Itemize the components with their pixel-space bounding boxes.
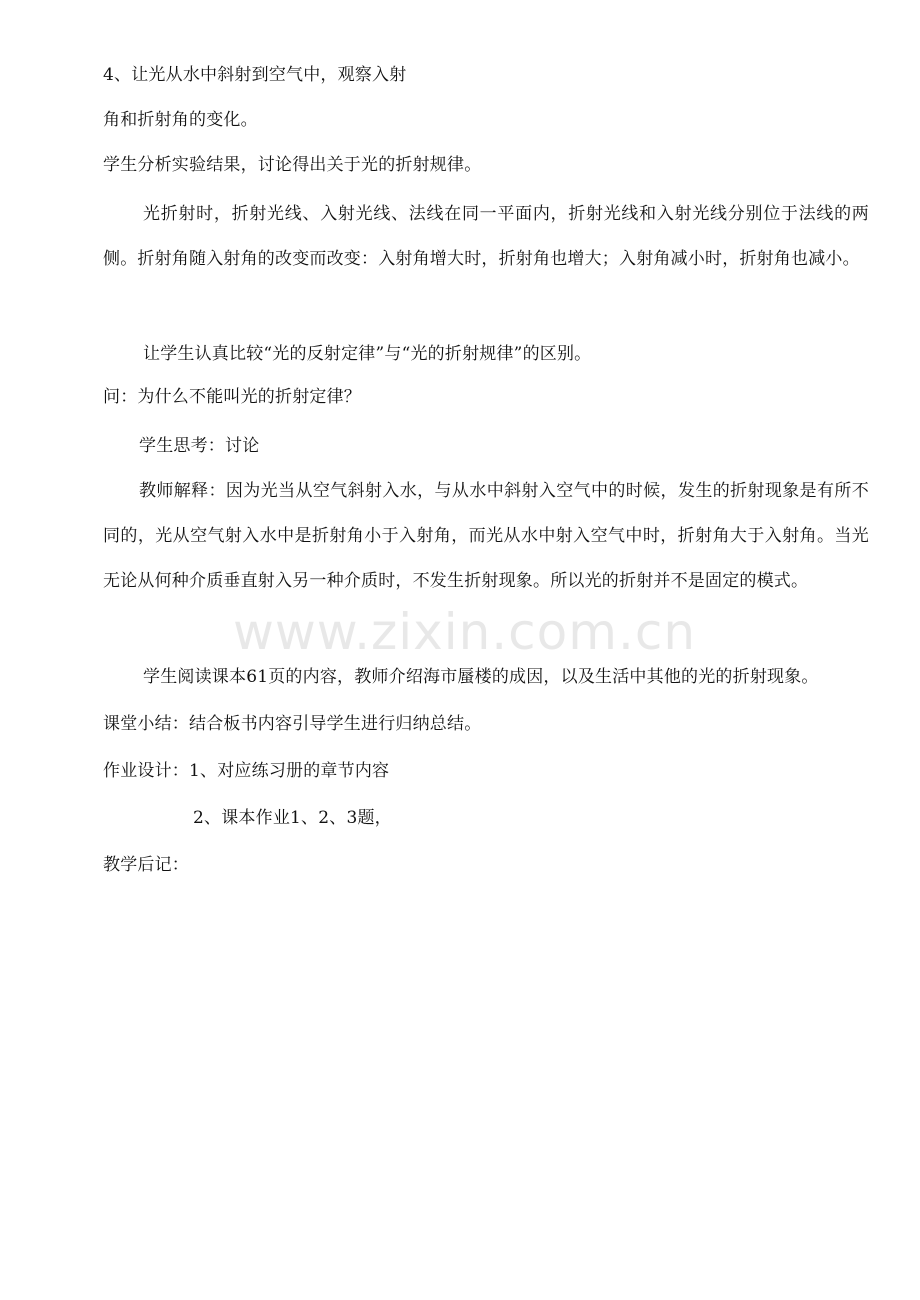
reading-line: 学生阅读课本61页的内容，教师介绍海市蜃楼的成因，以及生活中其他的光的折射现象。 [143,667,819,687]
step4-line: 4、让光从水中斜射到空气中，观察入射 [103,65,407,85]
step4-continuation: 角和折射角的变化。 [103,110,258,130]
homework-line-1: 作业设计：1、对应练习册的章节内容 [103,761,390,781]
summary-line: 课堂小结：结合板书内容引导学生进行归纳总结。 [103,714,482,734]
students-analyze-line: 学生分析实验结果，讨论得出关于光的折射规律。 [103,155,482,175]
student-think-line: 学生思考：讨论 [139,436,260,456]
teacher-explain-paragraph: 教师解释：因为光当从空气斜射入水，与从水中斜射入空气中的时候，发生的折射现象是有所不同的，光从空气射入水中是折射角小于入射角，而光从水中射入空气中时，折射角大于入射角。当光无论从何种介质垂直射入另一种介质时，不发生折射现象。所以光的折射并不是固定的模式。 [103,481,869,591]
homework-line-2: 2、课本作业1、2、3题， [193,808,392,828]
postscript-line: 教学后记： [103,855,189,875]
refraction-rule-paragraph: 光折射时，折射光线、入射光线、法线在同一平面内，折射光线和入射光线分别位于法线的两侧。折射角随入射角的改变而改变：入射角增大时，折射角也增大；入射角减小时，折射角也减小。 [103,204,869,269]
watermark: www.zixin.com.cn [233,603,697,661]
question-line: 问：为什么不能叫光的折射定律？ [103,387,361,407]
compare-line: 让学生认真比较“光的反射定律”与“光的折射规律”的区别。 [143,344,592,364]
